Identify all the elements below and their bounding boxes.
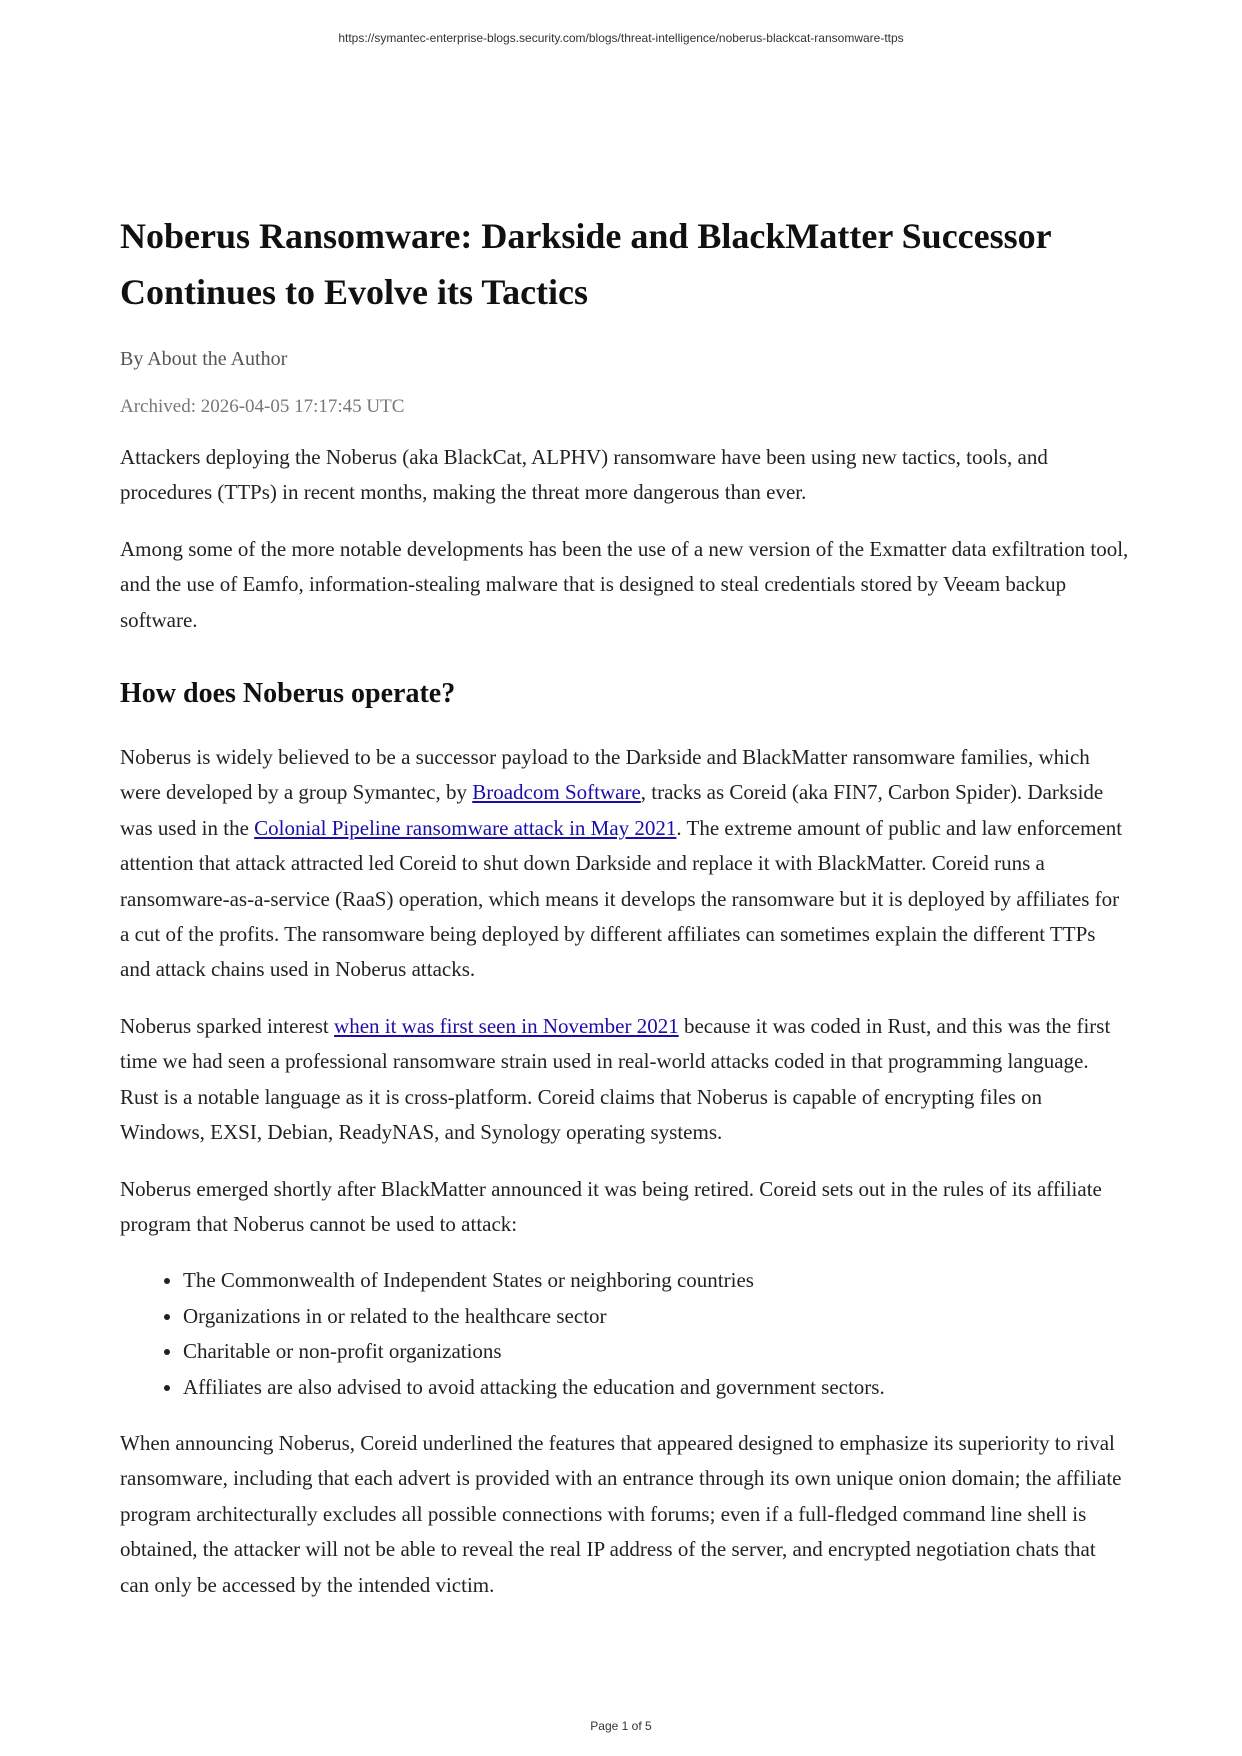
page-number: Page 1 of 5 [590, 1719, 652, 1733]
list-item: • Affiliates are also advised to avoid attacking the education and government sectors. [183, 1370, 1130, 1405]
broadcom-software-link[interactable]: Broadcom Software [472, 780, 641, 805]
archived-timestamp: Archived: 2026-04-05 17:17:45 UTC [120, 396, 405, 417]
paragraph-text: because it was coded in Rust, and this was the first time we had seen a professional ransomware strain used in real-world attacks coded in that programming language. Rust is a notable language as it is cross-platform. Coreid claims that Noberus is capable of encrypting files on Windows, EXSI, Debian, ReadyNAS, and Synology operating systems. [120, 1013, 1111, 1145]
paragraph-rust [120, 1009, 1130, 1151]
source-url: https://symantec-enterprise-blogs.security.com/blogs/threat-intelligence/noberus-blackcat-ransomware-ttps [338, 31, 904, 45]
paragraph-text: . The extreme amount of public and law enforcement attention that attack attracted led Coreid to shut down Darkside and replace it with BlackMatter. Coreid runs a ransomware-as-a-service (RaaS) operation, which means it develops the ransomware but it is deployed by affiliates for a cut of the profits. The ransomware being deployed by different affiliates can sometimes explain the different TTPs and attack chains used in Noberus attacks. [120, 815, 1123, 982]
paragraph-text: , tracks as Coreid (aka FIN7, Carbon Spider). Darkside was used in the [120, 780, 1104, 840]
paragraph-features: When announcing Noberus, Coreid underlined the features that appeared designed to emphasize its superiority to rival ransomware, including that each advert is provided with an entrance through its own unique onion domain; the affiliate program architecturally excludes all possible connections with forums; even if a full-fledged command line shell is obtained, the attacker will not be able to reveal the real IP address of the server, and encrypted negotiation chats that can only be accessed by the intended victim. [120, 1430, 1122, 1597]
first-seen-link[interactable]: when it was first seen in November 2021 [334, 1013, 679, 1038]
paragraph-text: Noberus sparked interest [120, 1013, 335, 1038]
intro-paragraph-2: Among some of the more notable developments has been the use of a new version of the Exmatter data exfiltration tool, and the use of Eamfo, information-stealing malware that is designed to steal credentials stored by Veeam backup software. [120, 536, 1129, 632]
list-item: • Organizations in or related to the healthcare sector [183, 1299, 1130, 1334]
author-byline: By About the Author [120, 348, 288, 370]
paragraph-affiliate-rules: Noberus emerged shortly after BlackMatter announced it was being retired. Coreid sets out in the rules of its affiliate program that Noberus cannot be used to attack: [120, 1176, 1102, 1236]
paragraph-text: Noberus is widely believed to be a successor payload to the Darkside and BlackMatter ransomware families, which were developed by a group Symantec, by [120, 745, 1090, 805]
article [120, 208, 1130, 1624]
list-item: • The Commonwealth of Independent States or neighboring countries [183, 1263, 1130, 1298]
list-item: • Charitable or non-profit organizations [183, 1334, 1130, 1369]
affiliate-rules-list [120, 1263, 1130, 1405]
paragraph-operation [120, 740, 1130, 988]
section-heading: How does Noberus operate? [120, 678, 456, 710]
colonial-pipeline-link[interactable]: Colonial Pipeline ransomware attack in May 2021 [254, 815, 677, 840]
article-title: Noberus Ransomware: Darkside and BlackMatter Successor Continues to Evolve its Tactics [120, 216, 1051, 312]
intro-paragraph-1: Attackers deploying the Noberus (aka BlackCat, ALPHV) ransomware have been using new tactics, tools, and procedures (TTPs) in recent months, making the threat more dangerous than ever. [120, 445, 1048, 505]
